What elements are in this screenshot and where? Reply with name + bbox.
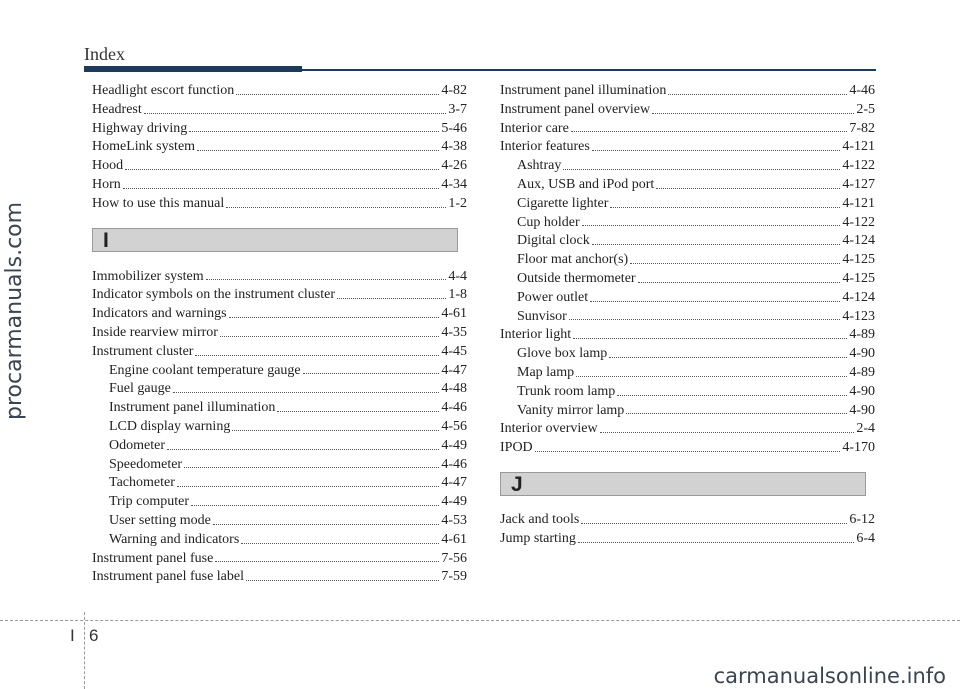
left-bottom-entries [92, 268, 467, 588]
dot-leader [626, 413, 847, 414]
dot-leader [578, 542, 854, 543]
entry-label: Horn [92, 176, 121, 192]
dot-leader [590, 301, 840, 302]
dot-leader [592, 244, 841, 245]
index-entry[interactable] [92, 568, 467, 587]
index-subentry[interactable] [500, 176, 875, 195]
dot-leader [563, 169, 840, 170]
footer-section-letter: I [70, 626, 75, 645]
entry-label: Jack and tools [500, 511, 580, 527]
entry-page: 2-4 [856, 421, 875, 437]
index-subentry[interactable] [92, 456, 467, 475]
dot-leader [236, 94, 439, 95]
entry-label: Indicators and warnings [92, 306, 227, 322]
entry-page: 4-46 [441, 456, 467, 472]
dot-leader [656, 188, 840, 189]
entry-page: 7-82 [849, 120, 875, 136]
index-subentry[interactable] [500, 270, 875, 289]
entry-label: Ashtray [517, 158, 562, 174]
dot-leader [592, 150, 841, 151]
dot-leader [277, 411, 439, 412]
entry-page: 1-2 [448, 195, 467, 211]
entry-label: Trunk room lamp [517, 383, 616, 399]
entry-page: 4-125 [842, 270, 875, 286]
index-entry[interactable] [92, 138, 467, 157]
index-subentry[interactable] [92, 362, 467, 381]
index-entry[interactable] [92, 268, 467, 287]
entry-page: 4-123 [842, 308, 875, 324]
index-subentry[interactable] [500, 195, 875, 214]
entry-page: 4-121 [842, 195, 875, 211]
entry-label: Map lamp [517, 364, 575, 380]
dot-leader [609, 357, 847, 358]
entry-page: 4-48 [441, 381, 467, 397]
entry-page: 4-89 [849, 364, 875, 380]
entry-page: 4-170 [842, 440, 875, 456]
dot-leader [184, 467, 439, 468]
dot-leader [535, 451, 841, 452]
dot-leader [652, 113, 854, 114]
index-entry[interactable] [92, 101, 467, 120]
dot-leader [125, 169, 439, 170]
entry-label: Vanity mirror lamp [517, 402, 625, 418]
index-entry[interactable] [500, 326, 875, 345]
index-subentry[interactable] [92, 399, 467, 418]
header-rule-thick [84, 66, 302, 72]
entry-label: Instrument cluster [92, 343, 194, 359]
index-entry[interactable] [92, 82, 467, 101]
entry-page: 4-46 [441, 400, 467, 416]
dot-leader [573, 338, 847, 339]
index-entry[interactable] [92, 157, 467, 176]
dot-leader [569, 319, 841, 320]
index-entry[interactable] [92, 286, 467, 305]
index-entry[interactable] [92, 195, 467, 214]
entry-label: IPOD [500, 440, 533, 456]
entry-label: Inside rearview mirror [92, 324, 218, 340]
dot-leader [638, 282, 841, 283]
header-rule-thin [300, 69, 876, 71]
index-entry[interactable] [92, 550, 467, 569]
index-subentry[interactable] [500, 157, 875, 176]
entry-label: Instrument panel fuse [92, 550, 214, 566]
entry-page: 4-121 [842, 139, 875, 155]
dot-leader [337, 298, 446, 299]
entry-page: 2-5 [856, 101, 875, 117]
dot-leader [206, 279, 447, 280]
dot-leader [195, 355, 439, 356]
index-entry[interactable] [500, 511, 875, 530]
index-subentry[interactable] [500, 345, 875, 364]
dot-leader [144, 113, 447, 114]
entry-label: Sunvisor [517, 308, 567, 324]
dot-leader [576, 376, 847, 377]
entry-label: Instrument panel illumination [500, 83, 667, 98]
entry-label: Interior care [500, 120, 569, 136]
dot-leader [246, 580, 439, 581]
index-column-left [92, 82, 467, 587]
dot-leader [226, 207, 446, 208]
index-entry[interactable] [500, 138, 875, 157]
index-entry[interactable] [500, 420, 875, 439]
entry-page: 7-56 [441, 550, 467, 566]
entry-page: 3-7 [448, 101, 467, 117]
index-subentry[interactable] [500, 232, 875, 251]
entry-page: 4-49 [441, 437, 467, 453]
entry-label: Fuel gauge [109, 381, 171, 397]
index-entry[interactable] [500, 439, 875, 458]
entry-page: 4-61 [441, 531, 467, 547]
dot-leader [123, 188, 440, 189]
entry-page: 4-124 [842, 289, 875, 305]
entry-label: Aux, USB and iPod port [517, 176, 655, 192]
entry-label: HomeLink system [92, 139, 196, 155]
dot-leader [213, 524, 439, 525]
entry-page: 4-122 [842, 158, 875, 174]
right-top-entries [500, 82, 875, 458]
entry-label: Interior overview [500, 421, 598, 437]
footer-page-number: 6 [89, 626, 99, 645]
dot-leader [610, 207, 840, 208]
entry-page: 4-82 [441, 83, 467, 98]
section-header-j: J [500, 472, 866, 496]
entry-page: 6-4 [856, 530, 875, 546]
dot-leader [167, 449, 439, 450]
entry-label: Outside thermometer [517, 270, 636, 286]
index-subentry[interactable] [92, 531, 467, 550]
dot-leader [215, 561, 439, 562]
entry-page: 4-34 [441, 176, 467, 192]
index-entry[interactable] [92, 176, 467, 195]
entry-page: 4-89 [849, 327, 875, 343]
index-subentry[interactable] [92, 380, 467, 399]
entry-page: 4-53 [441, 512, 467, 528]
right-bottom-entries [500, 511, 875, 549]
dot-leader [582, 225, 841, 226]
entry-label: Digital clock [517, 233, 590, 249]
entry-page: 4-127 [842, 176, 875, 192]
index-subentry[interactable] [500, 289, 875, 308]
entry-label: Interior features [500, 139, 590, 155]
entry-page: 4-4 [448, 268, 467, 284]
index-entry[interactable] [500, 120, 875, 139]
index-subentry[interactable] [92, 474, 467, 493]
entry-page: 1-8 [448, 287, 467, 303]
dot-leader [600, 432, 855, 433]
entry-page: 4-49 [441, 494, 467, 510]
index-column-right [500, 82, 875, 549]
entry-label: Instrument panel overview [500, 101, 651, 117]
dot-leader [571, 131, 848, 132]
entry-label: Headlight escort function [92, 83, 235, 98]
dot-leader [303, 373, 440, 374]
dot-leader [241, 543, 439, 544]
footer-rule [0, 620, 960, 621]
index-subentry[interactable] [500, 308, 875, 327]
entry-page: 5-46 [441, 120, 467, 136]
index-entry[interactable] [500, 82, 875, 101]
bottom-watermark: carmanualsonline.info [713, 664, 946, 688]
entry-page: 4-26 [441, 158, 467, 174]
entry-label: Engine coolant temperature gauge [109, 362, 301, 378]
index-subentry[interactable] [92, 418, 467, 437]
dot-leader [220, 336, 439, 337]
dot-leader [197, 150, 439, 151]
entry-page: 7-59 [441, 569, 467, 585]
entry-label: Floor mat anchor(s) [517, 252, 629, 268]
entry-label: Hood [92, 158, 124, 174]
entry-page: 4-61 [441, 306, 467, 322]
index-entry[interactable] [92, 324, 467, 343]
index-entry[interactable] [92, 120, 467, 139]
footer-vertical-rule [84, 612, 85, 689]
index-entry[interactable] [92, 343, 467, 362]
entry-label: Warning and indicators [109, 531, 240, 547]
index-entry[interactable] [500, 101, 875, 120]
entry-label: Trip computer [109, 494, 189, 510]
entry-page: 4-56 [441, 418, 467, 434]
entry-page: 4-125 [842, 252, 875, 268]
dot-leader [191, 505, 439, 506]
dot-leader [177, 486, 439, 487]
index-subentry[interactable] [500, 402, 875, 421]
entry-page: 4-38 [441, 139, 467, 155]
entry-label: Cup holder [517, 214, 580, 230]
entry-label: Speedometer [109, 456, 183, 472]
side-watermark: procarmanuals.com [2, 201, 27, 420]
index-entry[interactable] [92, 305, 467, 324]
entry-label: Instrument panel fuse label [92, 569, 245, 585]
entry-label: Tachometer [109, 475, 175, 491]
entry-label: Power outlet [517, 289, 589, 305]
entry-label: How to use this manual [92, 195, 225, 211]
entry-label: Headrest [92, 101, 142, 117]
entry-label: User setting mode [109, 512, 211, 528]
dot-leader [189, 131, 439, 132]
dot-leader [232, 430, 439, 431]
dot-leader [617, 395, 847, 396]
entry-label: Interior light [500, 327, 572, 343]
entry-page: 4-90 [849, 383, 875, 399]
entry-page: 4-47 [441, 475, 467, 491]
entry-label: Odometer [109, 437, 165, 453]
index-subentry[interactable] [92, 437, 467, 456]
entry-label: Instrument panel illumination [109, 400, 276, 416]
entry-page: 4-124 [842, 233, 875, 249]
entry-label: Cigarette lighter [517, 195, 609, 211]
entry-label: LCD display warning [109, 418, 231, 434]
entry-page: 6-12 [849, 511, 875, 527]
entry-page: 4-90 [849, 402, 875, 418]
entry-page: 4-47 [441, 362, 467, 378]
index-subentry[interactable] [500, 214, 875, 233]
entry-label: Highway driving [92, 120, 188, 136]
entry-page: 4-122 [842, 214, 875, 230]
entry-page: 4-45 [441, 343, 467, 359]
index-subentry[interactable] [92, 493, 467, 512]
index-subentry[interactable] [500, 364, 875, 383]
index-subentry[interactable] [500, 383, 875, 402]
index-entry[interactable] [500, 530, 875, 549]
dot-leader [668, 94, 847, 95]
dot-leader [581, 523, 847, 524]
entry-page: 4-46 [849, 83, 875, 98]
entry-page: 4-90 [849, 346, 875, 362]
entry-label: Glove box lamp [517, 346, 608, 362]
entry-label: Immobilizer system [92, 268, 204, 284]
dot-leader [173, 392, 440, 393]
left-top-entries [92, 82, 467, 214]
dot-leader [229, 317, 440, 318]
entry-label: Jump starting [500, 530, 576, 546]
index-subentry[interactable] [92, 512, 467, 531]
section-header-i: I [92, 228, 458, 252]
page-title: Index [84, 44, 125, 64]
entry-page: 4-35 [441, 324, 467, 340]
dot-leader [630, 263, 840, 264]
entry-label: Indicator symbols on the instrument cluster [92, 287, 336, 303]
index-subentry[interactable] [500, 251, 875, 270]
